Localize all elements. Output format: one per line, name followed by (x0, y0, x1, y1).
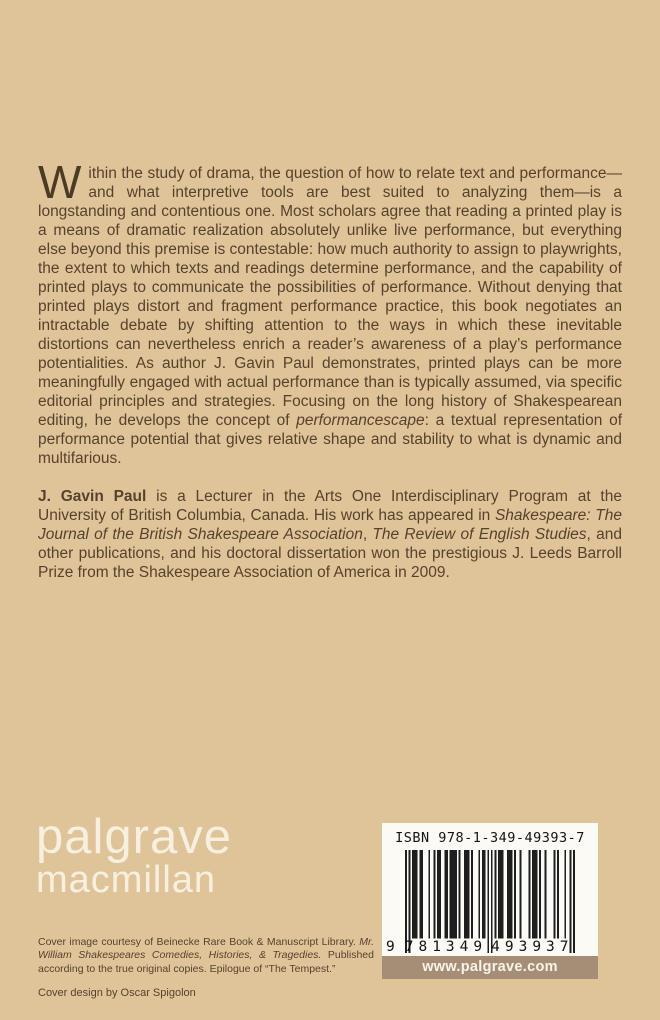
synopsis-text: ithin the study of drama, the question of how to relate text and performance—and what interpretive tools are best suited to analyzing them—is a longstanding and contentious one. Most scholars agree that reading a printed play is a means of dramatic realization absolutely unlike live performance, but everything else beyond this premise is contestable: how much authority to assign to playwrights, the extent to which texts and readings determine performance, and the capability of printed plays to communicate the possibilities of performance. Without denying that printed plays distort and fragment performance practice, this book negotiates an intractable debate by shifting attention to the ways in which these inevitable distortions can nevertheless enrich a reader’s awareness of a play’s performance potentialities. As author J. Gavin Paul demonstrates, printed plays can be more meaningfully engaged with actual performance than is typically assumed, via specific editorial principles and strategies. Focusing on the long history of Shakespearean editing, he develops the concept of performancescape: a textual representation of performance potential that gives relative shape and stability to what is dynamic and multifarious. (38, 164, 622, 467)
ean-digits (386, 939, 574, 955)
ean-barcode-bars (405, 850, 575, 953)
synopsis-paragraph (38, 155, 622, 468)
publisher-logo-palgrave: palgrave (36, 810, 232, 864)
publisher-logo (36, 812, 232, 900)
isbn-label: ISBN 978-1-349-49393-7 (395, 830, 585, 846)
barcode-box (382, 823, 598, 956)
cover-design-credit: Cover design by Oscar Spigolon (38, 987, 196, 999)
drop-cap: W (38, 155, 82, 208)
author-bio: J. Gavin Paul is a Lecturer in the Arts One Interdisciplinary Program at the University of British Columbia, Canada. His work has appeared in Shakespeare: The Journal of the British Shakespeare Association, The Review of English Studies, and other publications, and his doctoral dissertation won the prestigious J. Leeds Barroll Prize from the Shakespeare Association of America in 2009. (38, 487, 622, 581)
ean-digits-right-group: 493937 (491, 939, 574, 955)
publisher-website: www.palgrave.com (382, 956, 598, 979)
barcode-block (382, 823, 598, 979)
publisher-logo-macmillan: macmillan (36, 859, 217, 901)
cover-image-credit: Cover image courtesy of Beinecke Rare Book & Manuscript Library. Mr. William Shakespeares Comedies, Histories, & Tragedies. Published according to the true original copies. Epilogue of “The Tempest.” (38, 935, 374, 975)
ean-digits-left-group: 781349 (404, 939, 488, 955)
ean-digit-first: 9 (386, 939, 395, 955)
